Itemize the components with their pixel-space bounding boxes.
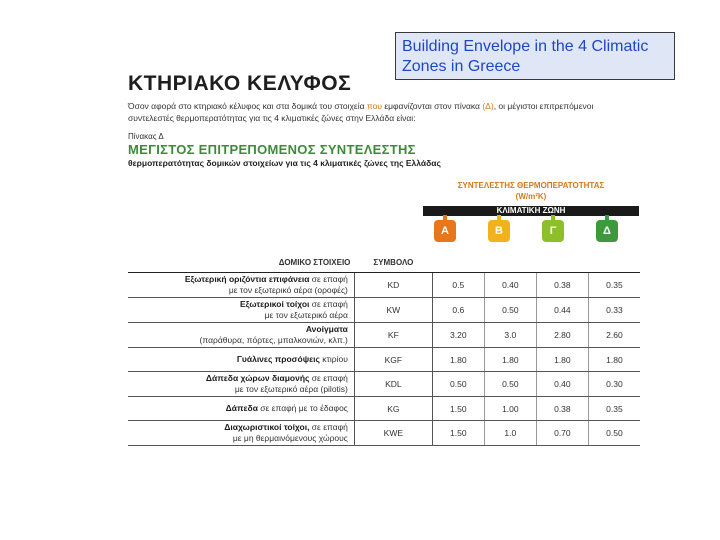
element-name: Γυάλινες προσόψεις [236,354,320,364]
value-cell: 0.50 [484,298,536,323]
element-description: (παράθυρα, πόρτες, μπαλκονιών, κλπ.) [199,335,348,345]
element-name: Εξωτερικοί τοίχοι [239,299,310,309]
value-cell: 0.44 [536,298,588,323]
table-title: ΜΕΓΙΣΤΟΣ ΕΠΙΤΡΕΠΟΜΕΝΟΣ ΣΥΝΤΕΛΕΣΤΗΣ [128,142,416,157]
zone-badges [423,216,639,252]
element-cell [128,323,354,348]
element-qualifier: σε επαφή με το έδαφος [257,403,348,413]
coefficient-header: ΣΥΝΤΕΛΕΣΤΗΣ ΘΕΡΜΟΠΕΡΑΤΟΤΗΤΑΣ (W/m²K) [457,181,605,201]
element-name: Εξωτερική οριζόντια επιφάνεια [184,274,310,284]
table-row [128,397,640,421]
value-cell: 0.6 [432,298,484,323]
heading: ΚΤΗΡΙΑΚΟ ΚΕΛΥΦΟΣ [128,72,352,95]
element-description: με μη θερμαινόμενους χώρους [232,433,348,443]
table-row [128,323,640,348]
value-cell: 2.60 [588,323,640,348]
element-cell [128,421,354,446]
element-name: Ανοίγματα [305,324,348,334]
column-header-zone-d [588,252,640,273]
symbol-cell: KF [354,323,432,348]
symbol-cell: KD [354,273,432,298]
value-cell: 0.38 [536,273,588,298]
column-header-zone-b [484,252,536,273]
table-row [128,273,640,298]
value-cell: 0.38 [536,397,588,421]
column-header-zone-a [432,252,484,273]
value-cell: 1.80 [588,348,640,372]
element-name: Δάπεδα [225,403,258,413]
slide-title: Building Envelope in the 4 Climatic Zones in Greece [395,32,675,80]
element-name: Διαχωριστικοί τοίχοι, [224,422,310,432]
value-cell: 0.35 [588,397,640,421]
table-row [128,421,640,446]
value-cell: 0.33 [588,298,640,323]
value-cell: 1.80 [432,348,484,372]
element-cell [128,372,354,397]
zone-badge-c: Γ [542,220,564,242]
element-cell [128,397,354,421]
element-qualifier: σε επαφή [309,422,348,432]
value-cell: 0.5 [432,273,484,298]
table-row [128,372,640,397]
element-cell [128,273,354,298]
symbol-cell: KW [354,298,432,323]
symbol-cell: KWE [354,421,432,446]
value-cell: 1.00 [484,397,536,421]
intro-text: Όσον αφορά στο κτηριακό κέλυφος και στα δομικά του στοιχεία που εμφανίζονται στον πίνακα (Δ), οι μέγιστοι επιτρεπόμενοι συντελεστές θερμοπερατότητας για τις 4 κλιματικές ζώνες στην Ελλάδα είναι: [128,101,594,123]
symbol-cell: KG [354,397,432,421]
value-cell: 1.50 [432,397,484,421]
climatic-zone-header: ΚΛΙΜΑΤΙΚΗ ΖΩΝΗ [423,206,639,216]
element-description: με τον εξωτερικό αέρα (pilotis) [234,384,348,394]
u-value-table [128,252,640,446]
table-caption: Πίνακας Δ [128,132,164,141]
symbol-cell: KDL [354,372,432,397]
value-cell: 1.80 [536,348,588,372]
table-subtitle: θερμοπερατότητας δομικών στοιχείων για τις 4 κλιματικές ζώνες της Ελλάδας [128,158,441,168]
table-row [128,348,640,372]
value-cell: 2.80 [536,323,588,348]
value-cell: 0.40 [484,273,536,298]
value-cell: 0.30 [588,372,640,397]
value-cell: 0.35 [588,273,640,298]
element-name: Δάπεδα χώρων διαμονής [205,373,310,383]
element-qualifier: σε επαφή [309,373,348,383]
value-cell: 3.20 [432,323,484,348]
value-cell: 0.50 [484,372,536,397]
element-cell [128,348,354,372]
value-cell: 1.0 [484,421,536,446]
zone-badge-b: Β [488,220,510,242]
zone-badge-a: Α [434,220,456,242]
value-cell: 0.40 [536,372,588,397]
element-qualifier: σε επαφή [309,274,348,284]
column-header-symbol: ΣΥΜΒΟΛΟ [354,252,432,273]
value-cell: 1.50 [432,421,484,446]
value-cell: 1.80 [484,348,536,372]
value-cell: 0.50 [588,421,640,446]
table-row [128,298,640,323]
element-description: με τον εξωτερικό αέρα (οροφές) [228,285,348,295]
value-cell: 0.50 [432,372,484,397]
element-cell [128,298,354,323]
element-description: με τον εξωτερικό αέρα [264,310,348,320]
zone-badge-d: Δ [596,220,618,242]
column-header-zone-c [536,252,588,273]
document-image [128,72,648,443]
symbol-cell: KGF [354,348,432,372]
element-qualifier: σε επαφή [309,299,348,309]
element-qualifier: κτιρίου [319,354,348,364]
value-cell: 3.0 [484,323,536,348]
table-header-row [128,252,640,273]
column-header-element: ΔΟΜΙΚΟ ΣΤΟΙΧΕΙΟ [128,252,354,273]
value-cell: 0.70 [536,421,588,446]
